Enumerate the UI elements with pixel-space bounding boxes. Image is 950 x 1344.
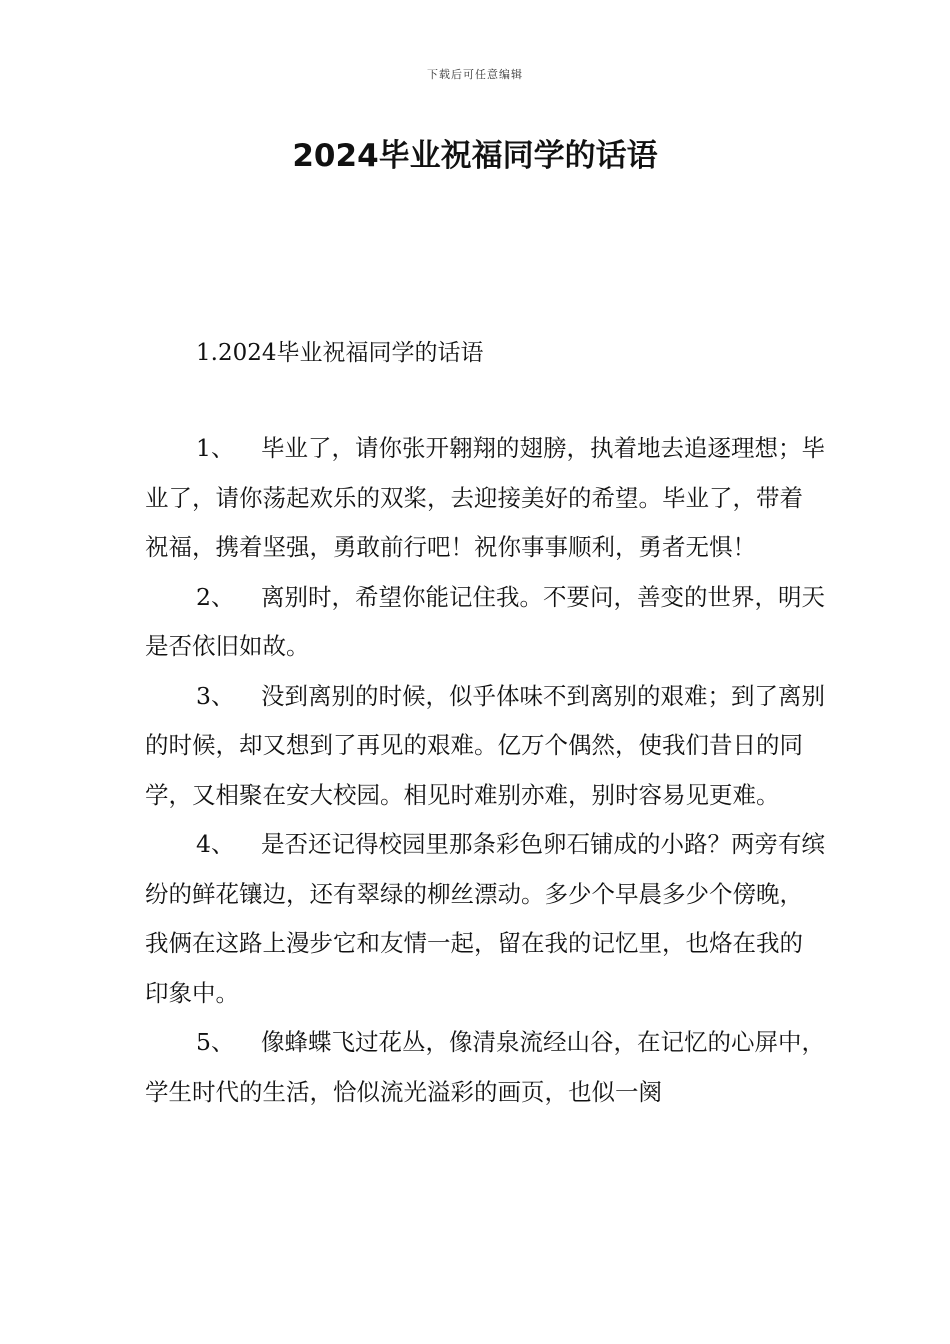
paragraph-text: 没到离别的时候，似乎体味不到离别的艰难；到了离别的时候，却又想到了再见的艰难。亿万个偶然，使我们昔日的同学，又相聚在安大校园。相见时难别亦难，别时容易见更难。: [145, 681, 825, 809]
paragraph-5: [145, 1018, 825, 1117]
paragraph-number: 2、: [196, 582, 235, 611]
paragraph-text: 离别时，希望你能记住我。不要问，善变的世界，明天是否依旧如故。: [145, 582, 825, 660]
paragraph-number: 4、: [196, 830, 235, 858]
paragraph-4: [145, 820, 825, 1018]
paragraph-number: 1、: [196, 434, 235, 462]
document-title: 2024毕业祝福同学的话语: [292, 138, 658, 174]
body-text: [145, 424, 825, 1117]
paragraph-1: [145, 424, 825, 573]
paragraph-number: 5、: [196, 1028, 235, 1056]
paragraph-2: [145, 573, 825, 672]
paragraph-text: 像蜂蝶飞过花丛，像清泉流经山谷，在记忆的心屏中，学生时代的生活，恰似流光溢彩的画页，也似一阕: [145, 1028, 825, 1106]
paragraph-3: [145, 672, 825, 821]
section-heading: 1.2024毕业祝福同学的话语: [196, 340, 484, 366]
header-note: 下载后可任意编辑: [427, 68, 523, 81]
paragraph-text: 毕业了，请你张开翱翔的翅膀，执着地去追逐理想；毕业了，请你荡起欢乐的双桨，去迎接美好的希望。毕业了，带着祝福，携着坚强，勇敢前行吧！祝你事事顺利，勇者无惧！: [145, 434, 825, 561]
paragraph-number: 3、: [196, 681, 235, 710]
paragraph-text: 是否还记得校园里那条彩色卵石铺成的小路？两旁有缤纷的鲜花镶边，还有翠绿的柳丝漂动。多少个早晨多少个傍晚，我俩在这路上漫步它和友情一起，留在我的记忆里，也烙在我的印象中。: [145, 830, 825, 1007]
